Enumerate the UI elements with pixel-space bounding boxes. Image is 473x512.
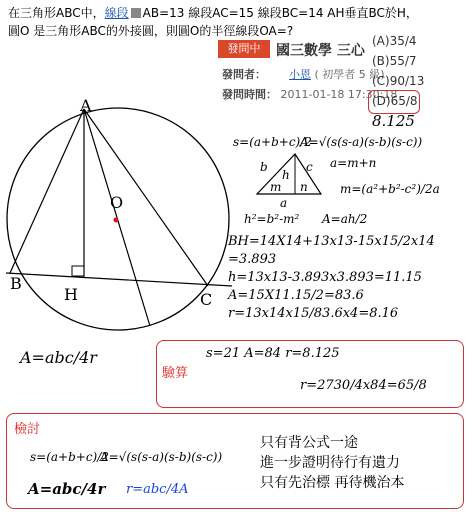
time-value: 2011-01-18 17:30:18: [280, 88, 398, 101]
answer-highlight: [368, 90, 420, 114]
m-formula: m=(a²+b²-c²)/2a: [340, 182, 440, 196]
abc-formula: A=abc/4r: [20, 348, 97, 367]
label-c: C: [200, 290, 213, 309]
question-part2: AB=13 線段AC=15 線段BC=14 AH垂直BC於H，: [142, 6, 418, 20]
asker-label: 發問者：: [222, 68, 266, 81]
asker-rank: ( 初學者 5 級): [314, 68, 385, 81]
question-line2: 圓O 是三角形ABC的外接圓，則圓O的半徑線段OA=?: [8, 24, 294, 38]
h-formula: h²=b²-m²: [244, 212, 300, 226]
circumcircle-figure: [0, 95, 235, 355]
review-title: 檢討: [14, 422, 41, 437]
label-o: O: [110, 193, 124, 212]
heron-a-formula: A=√(s(s-a)(s-b)(s-c)): [300, 135, 423, 149]
choice-b: (B)55/7: [372, 54, 417, 68]
verify-title: 驗算: [162, 366, 189, 381]
heron-s-formula: s=(a+b+c)/2: [233, 135, 312, 149]
question-text: [8, 4, 418, 40]
label-b: B: [10, 274, 22, 293]
review-comment-2: 進一步證明待行有遺力: [260, 455, 400, 471]
work-line-4: A=15X11.15/2=83.6: [228, 288, 364, 303]
tri-label-c: c: [306, 160, 313, 174]
review-s-formula: s=(a+b+c)/2: [30, 450, 109, 464]
tri-label-m: m: [270, 180, 282, 194]
tri-label-b: b: [260, 160, 268, 174]
helper-triangle: [255, 152, 325, 197]
status-badge: 發問中: [218, 40, 270, 58]
tri-label-h: h: [282, 168, 290, 182]
work-line-1: BH=14X14+13x13-15x15/2x14: [228, 234, 435, 249]
label-a: A: [80, 96, 92, 115]
question-subject: 國三數學 三心: [276, 43, 365, 59]
question-part1: 在三角形ABC中，: [8, 6, 105, 20]
review-comment-3: 只有先治標 再待機治本: [260, 475, 405, 491]
work-line-3: h=13x13-3.893x3.893=11.15: [228, 270, 422, 285]
review-comment-1: 只有背公式一途: [260, 435, 358, 451]
diameter-line: [84, 109, 150, 326]
right-angle-mark: [72, 266, 84, 276]
side-bc: [6, 273, 232, 286]
review-r-formula: r=abc/4A: [126, 482, 189, 497]
review-a-formula: A=√(s(s-a)(s-b)(s-c)): [100, 450, 223, 464]
link-icon: [131, 8, 141, 18]
work-line-5: r=13x14x15/83.6x4=8.16: [228, 306, 399, 321]
asker-name[interactable]: 小恩: [289, 68, 311, 81]
side-ac: [84, 109, 208, 286]
work-line-2: =3.893: [228, 252, 277, 267]
verify-line-2: r=2730/4x84=65/8: [300, 378, 427, 393]
keyword-link[interactable]: 線段: [104, 6, 129, 20]
choice-c: (C)90/13: [372, 74, 425, 88]
time-label: 發問時間：: [222, 88, 277, 101]
tri-label-a: a: [280, 196, 288, 210]
label-h: H: [64, 285, 78, 304]
asker-row: [222, 66, 385, 82]
verify-line-1: s=21 A=84 r=8.125: [206, 346, 340, 361]
answer-value: 8.125: [372, 112, 415, 130]
choice-d: (D)65/8: [372, 94, 418, 108]
center-point: [114, 218, 119, 223]
area-formula: A=ah/2: [322, 212, 368, 226]
a-sum-formula: a=m+n: [330, 156, 377, 170]
tri-label-n: n: [300, 180, 308, 194]
review-abc-formula: A=abc/4r: [28, 480, 106, 498]
choice-a: (A)35/4: [372, 34, 417, 48]
